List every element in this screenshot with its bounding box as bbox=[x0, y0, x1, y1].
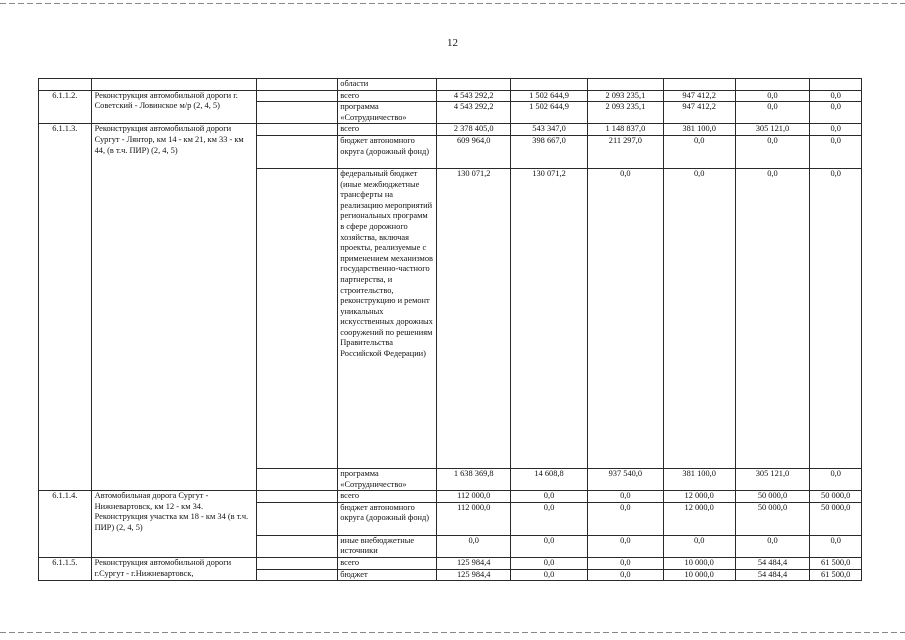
value-year-1-cell: 0,0 bbox=[511, 491, 588, 503]
row-name-cell: Реконструкция автомобильной дороги г. Советский - Ловинское м/р (2, 4, 5) bbox=[91, 90, 257, 124]
value-year-1-cell: 0,0 bbox=[511, 557, 588, 569]
row-executor-cell bbox=[257, 468, 338, 490]
value-year-1-cell: 0,0 bbox=[511, 569, 588, 581]
value-year-5-cell bbox=[810, 79, 862, 91]
value-year-5-cell: 0,0 bbox=[810, 135, 862, 168]
table-row bbox=[39, 557, 862, 569]
funding-source-cell: бюджет автономного округа (дорожный фонд) bbox=[338, 502, 437, 535]
value-year-5-cell: 0,0 bbox=[810, 90, 862, 102]
row-executor-cell bbox=[257, 79, 338, 91]
value-total-cell: 609 964,0 bbox=[437, 135, 511, 168]
value-year-3-cell: 381 100,0 bbox=[663, 468, 735, 490]
value-year-4-cell: 50 000,0 bbox=[735, 502, 810, 535]
funding-source-cell: области bbox=[338, 79, 437, 91]
funding-source-cell: всего bbox=[338, 557, 437, 569]
value-year-4-cell: 0,0 bbox=[735, 135, 810, 168]
row-executor-cell bbox=[257, 124, 338, 136]
value-year-3-cell: 381 100,0 bbox=[663, 124, 735, 136]
table-row bbox=[39, 90, 862, 102]
value-year-4-cell: 305 121,0 bbox=[735, 124, 810, 136]
value-year-3-cell: 10 000,0 bbox=[663, 569, 735, 581]
value-year-3-cell: 10 000,0 bbox=[663, 557, 735, 569]
top-scan-edge bbox=[0, 3, 905, 4]
value-total-cell: 4 543 292,2 bbox=[437, 102, 511, 124]
value-year-1-cell: 1 502 644,9 bbox=[511, 102, 588, 124]
value-year-1-cell: 14 608,8 bbox=[511, 468, 588, 490]
table-row bbox=[39, 79, 862, 91]
row-executor-cell bbox=[257, 502, 338, 535]
value-total-cell: 1 638 369,8 bbox=[437, 468, 511, 490]
value-year-4-cell bbox=[735, 79, 810, 91]
row-executor-cell bbox=[257, 491, 338, 503]
value-total-cell: 2 378 405,0 bbox=[437, 124, 511, 136]
value-year-2-cell: 0,0 bbox=[587, 569, 663, 581]
value-year-3-cell: 947 412,2 bbox=[663, 90, 735, 102]
value-year-5-cell: 61 500,0 bbox=[810, 569, 862, 581]
value-year-2-cell: 2 093 235,1 bbox=[587, 90, 663, 102]
value-year-2-cell bbox=[587, 79, 663, 91]
row-executor-cell bbox=[257, 135, 338, 168]
row-code-cell: 6.1.1.5. bbox=[39, 557, 92, 580]
funding-source-cell: бюджет автономного округа (дорожный фонд) bbox=[338, 135, 437, 168]
value-year-3-cell: 12 000,0 bbox=[663, 491, 735, 503]
value-year-1-cell: 398 667,0 bbox=[511, 135, 588, 168]
funding-source-cell: программа «Сотрудничество» bbox=[338, 102, 437, 124]
row-code-cell: 6.1.1.2. bbox=[39, 90, 92, 124]
funding-source-cell: иные внебюджетные источники bbox=[338, 535, 437, 557]
value-year-3-cell: 947 412,2 bbox=[663, 102, 735, 124]
value-year-1-cell: 1 502 644,9 bbox=[511, 90, 588, 102]
value-year-1-cell: 0,0 bbox=[511, 535, 588, 557]
table-row bbox=[39, 124, 862, 136]
value-total-cell: 0,0 bbox=[437, 535, 511, 557]
row-executor-cell bbox=[257, 535, 338, 557]
value-year-1-cell: 130 071,2 bbox=[511, 168, 588, 468]
value-year-5-cell: 0,0 bbox=[810, 468, 862, 490]
value-year-2-cell: 2 093 235,1 bbox=[587, 102, 663, 124]
row-code-cell bbox=[39, 79, 92, 91]
value-total-cell: 125 984,4 bbox=[437, 557, 511, 569]
budget-table-container bbox=[38, 78, 862, 581]
table-row bbox=[39, 491, 862, 503]
funding-source-cell: всего bbox=[338, 491, 437, 503]
row-executor-cell bbox=[257, 569, 338, 581]
value-year-1-cell bbox=[511, 79, 588, 91]
value-year-5-cell: 0,0 bbox=[810, 102, 862, 124]
value-year-5-cell: 0,0 bbox=[810, 535, 862, 557]
value-total-cell: 112 000,0 bbox=[437, 502, 511, 535]
value-year-3-cell: 0,0 bbox=[663, 535, 735, 557]
row-name-cell: Автомобильная дорога Сургут - Нижневартовск, км 12 - км 34. Реконструкция участка км 18 - км 34 (в т.ч. ПИР) (2, 4, 5) bbox=[91, 491, 257, 558]
value-year-4-cell: 0,0 bbox=[735, 90, 810, 102]
funding-source-cell: всего bbox=[338, 124, 437, 136]
value-total-cell bbox=[437, 79, 511, 91]
value-total-cell: 112 000,0 bbox=[437, 491, 511, 503]
funding-source-cell: федеральный бюджет (иные межбюджетные трансферты на реализацию мероприятий региональных программ в сфере дорожного хозяйства, включая проекты, реализуемые с применением механизмов государственно-частного партнерства, и строительство, реконструкцию и ремонт уникальных искусственных дорожных сооружений по решениям Правительства Российской Федерации) bbox=[338, 168, 437, 468]
value-year-4-cell: 54 484,4 bbox=[735, 569, 810, 581]
value-year-2-cell: 1 148 837,0 bbox=[587, 124, 663, 136]
value-year-4-cell: 54 484,4 bbox=[735, 557, 810, 569]
value-year-2-cell: 0,0 bbox=[587, 502, 663, 535]
value-year-5-cell: 61 500,0 bbox=[810, 557, 862, 569]
value-year-1-cell: 0,0 bbox=[511, 502, 588, 535]
funding-source-cell: всего bbox=[338, 90, 437, 102]
value-year-3-cell: 0,0 bbox=[663, 135, 735, 168]
value-year-3-cell: 12 000,0 bbox=[663, 502, 735, 535]
value-year-5-cell: 0,0 bbox=[810, 124, 862, 136]
page-number: 12 bbox=[447, 37, 458, 49]
value-year-3-cell bbox=[663, 79, 735, 91]
row-name-cell: Реконструкция автомобильной дороги г.Сургут - г.Нижневартовск, bbox=[91, 557, 257, 580]
funding-source-cell: программа «Сотрудничество» bbox=[338, 468, 437, 490]
value-year-4-cell: 0,0 bbox=[735, 168, 810, 468]
value-year-1-cell: 543 347,0 bbox=[511, 124, 588, 136]
value-total-cell: 130 071,2 bbox=[437, 168, 511, 468]
row-executor-cell bbox=[257, 102, 338, 124]
bottom-scan-edge bbox=[0, 632, 905, 633]
row-executor-cell bbox=[257, 168, 338, 468]
value-year-5-cell: 50 000,0 bbox=[810, 502, 862, 535]
value-total-cell: 125 984,4 bbox=[437, 569, 511, 581]
value-total-cell: 4 543 292,2 bbox=[437, 90, 511, 102]
row-name-cell bbox=[91, 79, 257, 91]
budget-table bbox=[38, 78, 862, 581]
row-executor-cell bbox=[257, 90, 338, 102]
row-executor-cell bbox=[257, 557, 338, 569]
value-year-2-cell: 211 297,0 bbox=[587, 135, 663, 168]
value-year-4-cell: 305 121,0 bbox=[735, 468, 810, 490]
value-year-3-cell: 0,0 bbox=[663, 168, 735, 468]
value-year-4-cell: 50 000,0 bbox=[735, 491, 810, 503]
value-year-2-cell: 0,0 bbox=[587, 168, 663, 468]
funding-source-cell: бюджет bbox=[338, 569, 437, 581]
value-year-2-cell: 0,0 bbox=[587, 535, 663, 557]
value-year-2-cell: 937 540,0 bbox=[587, 468, 663, 490]
row-name-cell: Реконструкция автомобильной дороги Сургут - Лянтор, км 14 - км 21, км 33 - км 44, (в т.ч. ПИР) (2, 4, 5) bbox=[91, 124, 257, 491]
value-year-4-cell: 0,0 bbox=[735, 102, 810, 124]
value-year-2-cell: 0,0 bbox=[587, 491, 663, 503]
row-code-cell: 6.1.1.4. bbox=[39, 491, 92, 558]
value-year-5-cell: 0,0 bbox=[810, 168, 862, 468]
value-year-4-cell: 0,0 bbox=[735, 535, 810, 557]
value-year-5-cell: 50 000,0 bbox=[810, 491, 862, 503]
value-year-2-cell: 0,0 bbox=[587, 557, 663, 569]
row-code-cell: 6.1.1.3. bbox=[39, 124, 92, 491]
